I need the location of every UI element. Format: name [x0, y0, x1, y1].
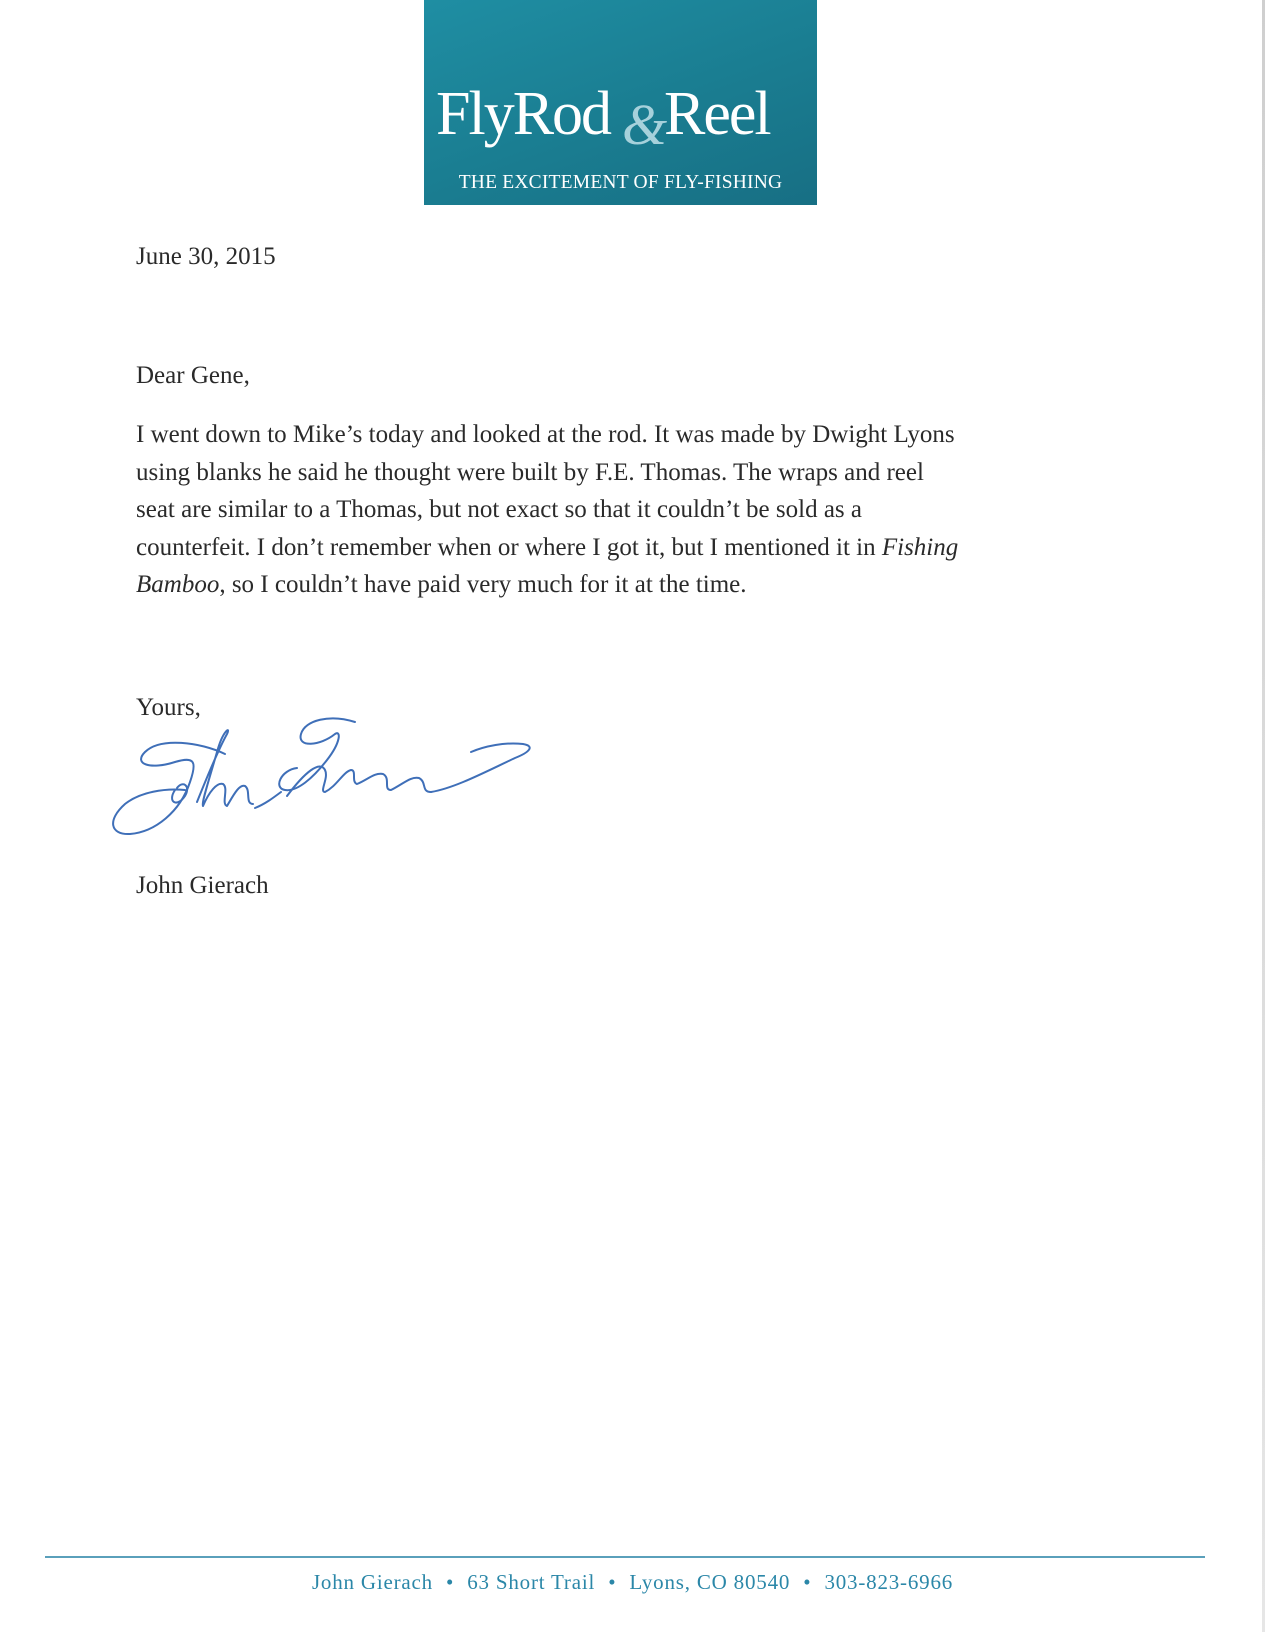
body-line: seat are similar to a Thomas, but not exact so that it couldn’t be sold as a — [136, 496, 862, 523]
footer-address — [0, 1570, 1265, 1595]
logo-wordmark — [436, 78, 806, 148]
salutation: Dear Gene, — [136, 362, 250, 389]
closing: Yours, — [136, 694, 201, 721]
svg-text:&: & — [622, 92, 668, 148]
book-title-part: Bamboo — [136, 571, 220, 598]
signer-name: John Gierach — [136, 872, 269, 899]
body-text-segment: , so I couldn’t have paid very much for it at the time. — [219, 571, 747, 598]
footer-separator: • — [803, 1570, 812, 1594]
footer-city: Lyons, CO 80540 — [629, 1570, 791, 1594]
footer-separator: • — [446, 1570, 455, 1594]
footer-divider — [45, 1556, 1205, 1558]
fly-rod-reel-logo — [424, 0, 817, 205]
body-text-segment: counterfeit. I don’t remember when or where I got it, but I mentioned it in — [136, 533, 876, 561]
footer-separator: • — [608, 1570, 617, 1594]
letter-body — [136, 416, 1116, 604]
body-line — [136, 529, 1116, 567]
logo-tagline: THE EXCITEMENT OF FLY-FISHING — [458, 172, 783, 193]
svg-text:Reel: Reel — [664, 80, 770, 148]
footer-street: 63 Short Trail — [467, 1570, 596, 1594]
footer-name: John Gierach — [311, 1570, 433, 1594]
body-line — [136, 566, 1116, 604]
handwritten-signature — [105, 712, 560, 862]
body-line: I went down to Mike’s today and looked at the rod. It was made by Dwight Lyons — [136, 421, 955, 448]
letter-date: June 30, 2015 — [136, 243, 276, 270]
footer-phone: 303-823-6966 — [824, 1570, 954, 1594]
body-line: using blanks he said he thought were built by F.E. Thomas. The wraps and reel — [136, 458, 924, 486]
svg-text:FlyRod: FlyRod — [436, 80, 611, 148]
book-title-part: Fishing — [881, 533, 959, 561]
